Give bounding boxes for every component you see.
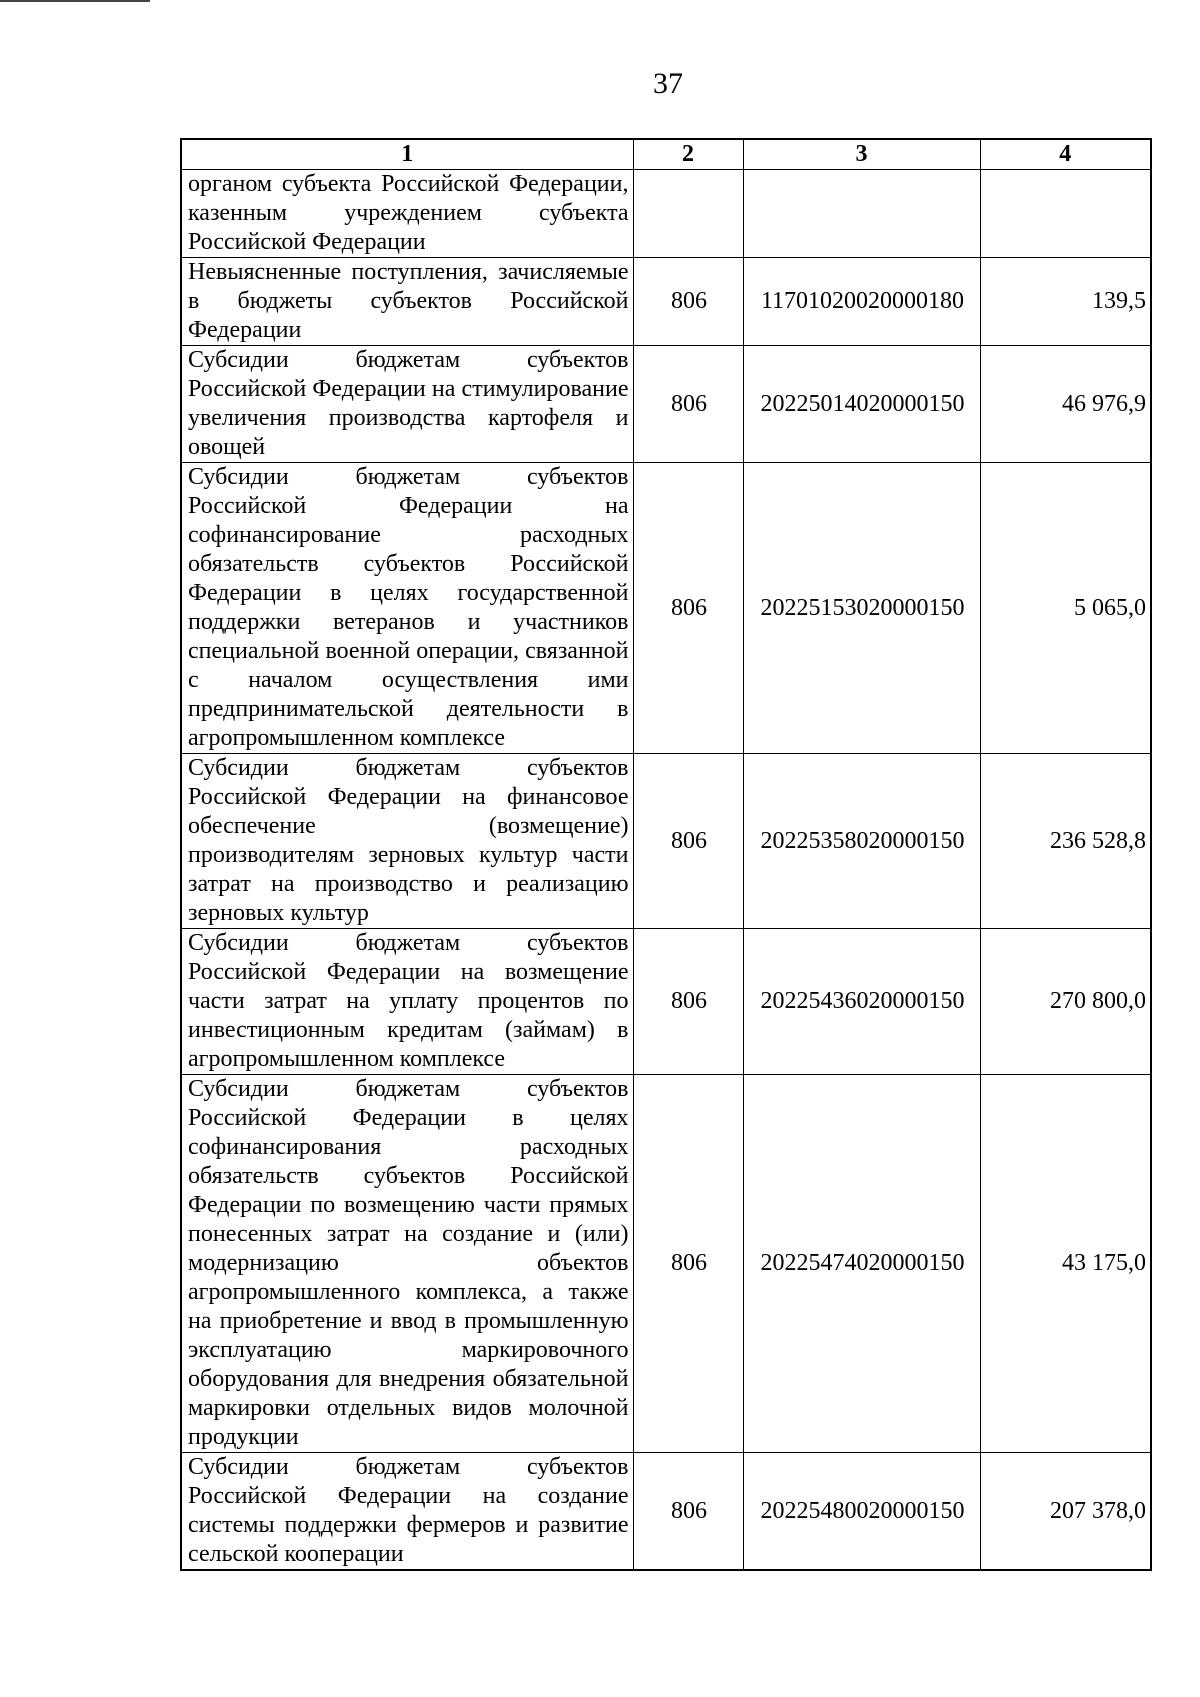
row-name-cell: Субсидии бюджетам субъектов Российской Федерации на финансовое обеспечение (возмещение) производителям зерновых культур части затрат на производство и реализацию зерновых культур (181, 754, 633, 929)
row-admin-cell: 806 (633, 258, 743, 346)
table-row (181, 170, 1151, 258)
row-name-cell: органом субъекта Российской Федерации, казенным учреждением субъекта Российской Федерации (181, 170, 633, 258)
column-header-4: 4 (980, 139, 1151, 170)
row-admin-cell: 806 (633, 1075, 743, 1453)
row-amount-cell: 46 976,9 (980, 346, 1151, 463)
row-code-cell: 20225014020000150 (743, 346, 980, 463)
column-header-3: 3 (743, 139, 980, 170)
row-code-cell: 20225436020000150 (743, 929, 980, 1075)
row-name-cell: Субсидии бюджетам субъектов Российской Федерации на возмещение части затрат на уплату процентов по инвестиционным кредитам (займам) в агропромышленном комплексе (181, 929, 633, 1075)
row-code-cell: 20225358020000150 (743, 754, 980, 929)
row-name-cell: Субсидии бюджетам субъектов Российской Федерации в целях софинансирования расходных обязательств субъектов Российской Федерации по возмещению части прямых понесенных затрат на создание и (или) модернизацию объектов агропромышленного комплекса, а также на приобретение и ввод в промышленную эксплуатацию маркировочного оборудования для внедрения обязательной маркировки отдельных видов молочной продукции (181, 1075, 633, 1453)
column-header-2: 2 (633, 139, 743, 170)
table-row (181, 929, 1151, 1075)
row-code-cell: 20225480020000150 (743, 1453, 980, 1571)
table-row (181, 346, 1151, 463)
row-code-cell: 20225474020000150 (743, 1075, 980, 1453)
row-name-cell: Субсидии бюджетам субъектов Российской Федерации на софинансирование расходных обязательств субъектов Российской Федерации в целях государственной поддержки ветеранов и участников специальной военной операции, связанной с началом осуществления ими предпринимательской деятельности в агропромышленном комплексе (181, 463, 633, 754)
row-amount-cell: 139,5 (980, 258, 1151, 346)
row-amount-cell: 270 800,0 (980, 929, 1151, 1075)
row-admin-cell: 806 (633, 1453, 743, 1571)
row-amount-cell: 43 175,0 (980, 1075, 1151, 1453)
row-admin-cell: 806 (633, 754, 743, 929)
table-row (181, 1075, 1151, 1453)
table-row (181, 463, 1151, 754)
column-header-1: 1 (181, 139, 633, 170)
row-amount-cell: 236 528,8 (980, 754, 1151, 929)
row-name-cell: Невыясненные поступления, зачисляемые в бюджеты субъектов Российской Федерации (181, 258, 633, 346)
row-admin-cell: 806 (633, 463, 743, 754)
page-number: 37 (653, 67, 683, 100)
budget-revenue-table (180, 138, 1152, 1571)
row-amount-cell: 207 378,0 (980, 1453, 1151, 1571)
row-amount-cell: 5 065,0 (980, 463, 1151, 754)
row-admin-cell: 806 (633, 346, 743, 463)
row-name-cell: Субсидии бюджетам субъектов Российской Федерации на создание системы поддержки фермеров и развитие сельской кооперации (181, 1453, 633, 1571)
table-row (181, 754, 1151, 929)
scan-edge-line (0, 0, 150, 2)
table-row (181, 1453, 1151, 1571)
table-header-row (181, 139, 1151, 170)
row-admin-cell (633, 170, 743, 258)
row-code-cell: 20225153020000150 (743, 463, 980, 754)
table-row (181, 258, 1151, 346)
row-code-cell: 11701020020000180 (743, 258, 980, 346)
row-code-cell (743, 170, 980, 258)
row-admin-cell: 806 (633, 929, 743, 1075)
row-amount-cell (980, 170, 1151, 258)
row-name-cell: Субсидии бюджетам субъектов Российской Федерации на стимулирование увеличения производства картофеля и овощей (181, 346, 633, 463)
